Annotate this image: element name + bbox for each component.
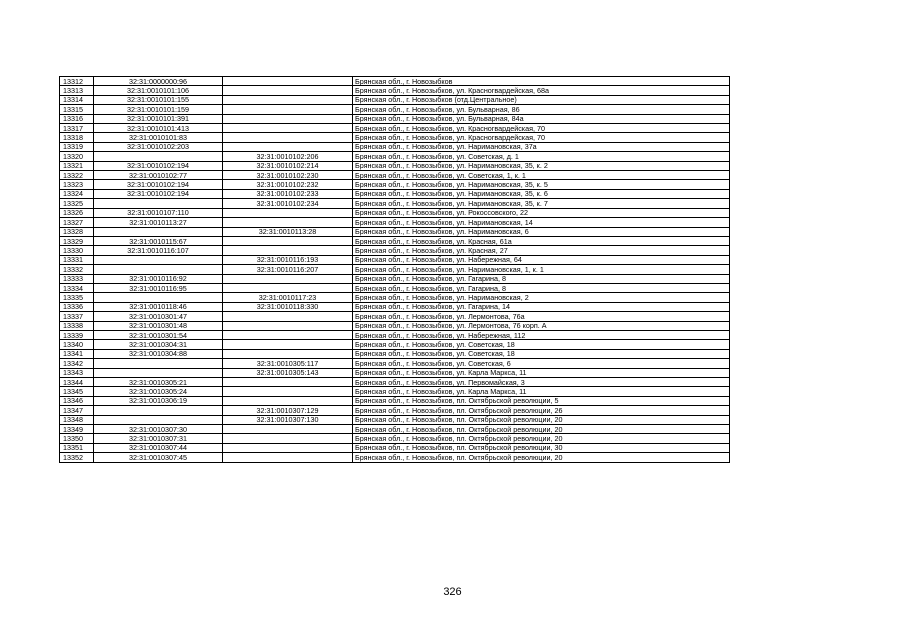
linked-cadastral-number-cell xyxy=(223,95,353,104)
table-row xyxy=(60,443,730,452)
table-row xyxy=(60,321,730,330)
row-number-cell: 13312 xyxy=(60,77,94,86)
address-cell: Брянская обл., г. Новозыбков, ул. Гагарина, 8 xyxy=(353,283,730,292)
row-number-cell: 13341 xyxy=(60,349,94,358)
table-row xyxy=(60,77,730,86)
table-row xyxy=(60,255,730,264)
row-number-cell: 13331 xyxy=(60,255,94,264)
address-cell: Брянская обл., г. Новозыбков, пл. Октябрьской революции, 20 xyxy=(353,434,730,443)
linked-cadastral-number-cell: 32:31:0010102:206 xyxy=(223,152,353,161)
table-row xyxy=(60,425,730,434)
cadastral-number-cell: 32:31:0010306:19 xyxy=(94,396,223,405)
table-row xyxy=(60,387,730,396)
linked-cadastral-number-cell: 32:31:0010116:193 xyxy=(223,255,353,264)
address-cell: Брянская обл., г. Новозыбков, ул. Бульварная, 84а xyxy=(353,114,730,123)
row-number-cell: 13328 xyxy=(60,227,94,236)
address-cell: Брянская обл., г. Новозыбков, ул. Советская, 6 xyxy=(353,359,730,368)
cadastral-number-cell: 32:31:0010304:31 xyxy=(94,340,223,349)
table-row xyxy=(60,330,730,339)
cadastral-number-cell: 32:31:0010101:413 xyxy=(94,124,223,133)
table-row xyxy=(60,359,730,368)
row-number-cell: 13315 xyxy=(60,105,94,114)
table-row xyxy=(60,236,730,245)
linked-cadastral-number-cell xyxy=(223,378,353,387)
address-cell: Брянская обл., г. Новозыбков xyxy=(353,77,730,86)
address-cell: Брянская обл., г. Новозыбков, ул. Красногвардейская, 68а xyxy=(353,86,730,95)
cadastral-number-cell xyxy=(94,265,223,274)
table-row xyxy=(60,378,730,387)
table-row xyxy=(60,208,730,217)
cadastral-number-cell xyxy=(94,406,223,415)
table-row xyxy=(60,189,730,198)
address-cell: Брянская обл., г. Новозыбков, ул. Лермонтова, 76 корп. А xyxy=(353,321,730,330)
linked-cadastral-number-cell xyxy=(223,349,353,358)
row-number-cell: 13338 xyxy=(60,321,94,330)
row-number-cell: 13323 xyxy=(60,180,94,189)
linked-cadastral-number-cell xyxy=(223,387,353,396)
address-cell: Брянская обл., г. Новозыбков, пл. Октябрьской революции, 5 xyxy=(353,396,730,405)
address-cell: Брянская обл., г. Новозыбков, пл. Октябрьской революции, 20 xyxy=(353,453,730,462)
table-row xyxy=(60,453,730,462)
row-number-cell: 13337 xyxy=(60,312,94,321)
address-cell: Брянская обл., г. Новозыбков, ул. Набережная, 112 xyxy=(353,330,730,339)
cadastral-number-cell: 32:31:0010102:77 xyxy=(94,171,223,180)
row-number-cell: 13345 xyxy=(60,387,94,396)
cadastral-number-cell: 32:31:0010304:88 xyxy=(94,349,223,358)
address-cell: Брянская обл., г. Новозыбков, ул. Советская, д. 1 xyxy=(353,152,730,161)
address-cell: Брянская обл., г. Новозыбков, пл. Октябрьской революции, 26 xyxy=(353,406,730,415)
address-cell: Брянская обл., г. Новозыбков, ул. Карла Маркса, 11 xyxy=(353,368,730,377)
cadastral-number-cell: 32:31:0010115:67 xyxy=(94,236,223,245)
page-number: 326 xyxy=(443,586,462,598)
row-number-cell: 13350 xyxy=(60,434,94,443)
address-cell: Брянская обл., г. Новозыбков, ул. Наримановская, 35, к. 7 xyxy=(353,199,730,208)
cadastral-number-cell: 32:31:0010118:46 xyxy=(94,302,223,311)
row-number-cell: 13327 xyxy=(60,218,94,227)
table-row xyxy=(60,199,730,208)
linked-cadastral-number-cell xyxy=(223,443,353,452)
cadastral-number-cell: 32:31:0010301:47 xyxy=(94,312,223,321)
table-row xyxy=(60,349,730,358)
linked-cadastral-number-cell: 32:31:0010113:28 xyxy=(223,227,353,236)
table-row xyxy=(60,283,730,292)
linked-cadastral-number-cell xyxy=(223,246,353,255)
table-row xyxy=(60,142,730,151)
linked-cadastral-number-cell xyxy=(223,330,353,339)
row-number-cell: 13322 xyxy=(60,171,94,180)
table-row xyxy=(60,293,730,302)
table-row xyxy=(60,133,730,142)
cadastral-number-cell: 32:31:0010116:95 xyxy=(94,283,223,292)
address-cell: Брянская обл., г. Новозыбков, ул. Наримановская, 35, к. 6 xyxy=(353,189,730,198)
cadastral-number-cell xyxy=(94,255,223,264)
linked-cadastral-number-cell: 32:31:0010307:129 xyxy=(223,406,353,415)
address-cell: Брянская обл., г. Новозыбков, ул. Наримановская, 6 xyxy=(353,227,730,236)
cadastral-number-cell: 32:31:0010307:45 xyxy=(94,453,223,462)
linked-cadastral-number-cell xyxy=(223,86,353,95)
cadastral-number-cell: 32:31:0010116:92 xyxy=(94,274,223,283)
table-row xyxy=(60,86,730,95)
cadastral-number-cell xyxy=(94,293,223,302)
linked-cadastral-number-cell: 32:31:0010102:232 xyxy=(223,180,353,189)
row-number-cell: 13339 xyxy=(60,330,94,339)
linked-cadastral-number-cell xyxy=(223,142,353,151)
address-cell: Брянская обл., г. Новозыбков, пл. Октябрьской революции, 30 xyxy=(353,443,730,452)
address-cell: Брянская обл., г. Новозыбков, ул. Советская, 18 xyxy=(353,349,730,358)
linked-cadastral-number-cell: 32:31:0010305:143 xyxy=(223,368,353,377)
row-number-cell: 13324 xyxy=(60,189,94,198)
table-row xyxy=(60,434,730,443)
row-number-cell: 13325 xyxy=(60,199,94,208)
row-number-cell: 13343 xyxy=(60,368,94,377)
table-row xyxy=(60,415,730,424)
linked-cadastral-number-cell xyxy=(223,114,353,123)
address-cell: Брянская обл., г. Новозыбков, ул. Наримановская, 1, к. 1 xyxy=(353,265,730,274)
linked-cadastral-number-cell: 32:31:0010116:207 xyxy=(223,265,353,274)
linked-cadastral-number-cell xyxy=(223,434,353,443)
table-row xyxy=(60,124,730,133)
table-row xyxy=(60,95,730,104)
address-cell: Брянская обл., г. Новозыбков, ул. Рокоссовского, 22 xyxy=(353,208,730,217)
records-table xyxy=(59,76,730,463)
table-row xyxy=(60,152,730,161)
table-row xyxy=(60,265,730,274)
cadastral-number-cell: 32:31:0010301:48 xyxy=(94,321,223,330)
address-cell: Брянская обл., г. Новозыбков (отд.Центральное) xyxy=(353,95,730,104)
address-cell: Брянская обл., г. Новозыбков, пл. Октябрьской революции, 20 xyxy=(353,425,730,434)
table-row xyxy=(60,171,730,180)
cadastral-number-cell: 32:31:0010305:24 xyxy=(94,387,223,396)
linked-cadastral-number-cell xyxy=(223,77,353,86)
row-number-cell: 13313 xyxy=(60,86,94,95)
linked-cadastral-number-cell xyxy=(223,453,353,462)
table-row xyxy=(60,114,730,123)
address-cell: Брянская обл., г. Новозыбков, ул. Набережная, 64 xyxy=(353,255,730,264)
address-cell: Брянская обл., г. Новозыбков, ул. Карла Маркса, 11 xyxy=(353,387,730,396)
address-cell: Брянская обл., г. Новозыбков, ул. Красногвардейская, 70 xyxy=(353,124,730,133)
table-row xyxy=(60,218,730,227)
row-number-cell: 13334 xyxy=(60,283,94,292)
cadastral-number-cell xyxy=(94,415,223,424)
table-row xyxy=(60,368,730,377)
cadastral-number-cell: 32:31:0010101:155 xyxy=(94,95,223,104)
linked-cadastral-number-cell: 32:31:0010305:117 xyxy=(223,359,353,368)
table-row xyxy=(60,312,730,321)
cadastral-number-cell: 32:31:0010307:30 xyxy=(94,425,223,434)
table-row xyxy=(60,274,730,283)
table-row xyxy=(60,161,730,170)
cadastral-number-cell: 32:31:0000000:96 xyxy=(94,77,223,86)
row-number-cell: 13351 xyxy=(60,443,94,452)
address-cell: Брянская обл., г. Новозыбков, ул. Советская, 1, к. 1 xyxy=(353,171,730,180)
row-number-cell: 13340 xyxy=(60,340,94,349)
linked-cadastral-number-cell: 32:31:0010307:130 xyxy=(223,415,353,424)
row-number-cell: 13335 xyxy=(60,293,94,302)
row-number-cell: 13326 xyxy=(60,208,94,217)
linked-cadastral-number-cell: 32:31:0010102:234 xyxy=(223,199,353,208)
address-cell: Брянская обл., г. Новозыбков, ул. Красная, 61а xyxy=(353,236,730,245)
row-number-cell: 13347 xyxy=(60,406,94,415)
linked-cadastral-number-cell xyxy=(223,321,353,330)
table-row xyxy=(60,227,730,236)
row-number-cell: 13320 xyxy=(60,152,94,161)
row-number-cell: 13316 xyxy=(60,114,94,123)
cadastral-number-cell: 32:31:0010102:194 xyxy=(94,161,223,170)
row-number-cell: 13330 xyxy=(60,246,94,255)
linked-cadastral-number-cell xyxy=(223,236,353,245)
table-row xyxy=(60,406,730,415)
linked-cadastral-number-cell: 32:31:0010102:233 xyxy=(223,189,353,198)
linked-cadastral-number-cell xyxy=(223,124,353,133)
address-cell: Брянская обл., г. Новозыбков, ул. Наримановская, 37а xyxy=(353,142,730,151)
address-cell: Брянская обл., г. Новозыбков, ул. Бульварная, 86 xyxy=(353,105,730,114)
row-number-cell: 13314 xyxy=(60,95,94,104)
cadastral-number-cell: 32:31:0010113:27 xyxy=(94,218,223,227)
address-cell: Брянская обл., г. Новозыбков, ул. Лермонтова, 76а xyxy=(353,312,730,321)
linked-cadastral-number-cell: 32:31:0010102:230 xyxy=(223,171,353,180)
cadastral-number-cell xyxy=(94,359,223,368)
linked-cadastral-number-cell: 32:31:0010102:214 xyxy=(223,161,353,170)
row-number-cell: 13348 xyxy=(60,415,94,424)
records-table-body xyxy=(60,77,730,463)
linked-cadastral-number-cell xyxy=(223,218,353,227)
table-row xyxy=(60,180,730,189)
table-row xyxy=(60,105,730,114)
cadastral-number-cell: 32:31:0010102:194 xyxy=(94,189,223,198)
cadastral-number-cell: 32:31:0010301:54 xyxy=(94,330,223,339)
linked-cadastral-number-cell xyxy=(223,425,353,434)
address-cell: Брянская обл., г. Новозыбков, ул. Советская, 18 xyxy=(353,340,730,349)
cadastral-number-cell: 32:31:0010101:106 xyxy=(94,86,223,95)
row-number-cell: 13317 xyxy=(60,124,94,133)
cadastral-number-cell: 32:31:0010307:31 xyxy=(94,434,223,443)
address-cell: Брянская обл., г. Новозыбков, ул. Гагарина, 8 xyxy=(353,274,730,283)
cadastral-number-cell xyxy=(94,152,223,161)
row-number-cell: 13344 xyxy=(60,378,94,387)
row-number-cell: 13332 xyxy=(60,265,94,274)
cadastral-number-cell: 32:31:0010102:203 xyxy=(94,142,223,151)
linked-cadastral-number-cell xyxy=(223,312,353,321)
address-cell: Брянская обл., г. Новозыбков, ул. Красная, 27 xyxy=(353,246,730,255)
address-cell: Брянская обл., г. Новозыбков, ул. Первомайская, 3 xyxy=(353,378,730,387)
linked-cadastral-number-cell xyxy=(223,396,353,405)
linked-cadastral-number-cell xyxy=(223,208,353,217)
table-row xyxy=(60,302,730,311)
row-number-cell: 13321 xyxy=(60,161,94,170)
cadastral-number-cell xyxy=(94,227,223,236)
address-cell: Брянская обл., г. Новозыбков, пл. Октябрьской революции, 20 xyxy=(353,415,730,424)
cadastral-number-cell xyxy=(94,368,223,377)
row-number-cell: 13346 xyxy=(60,396,94,405)
linked-cadastral-number-cell xyxy=(223,274,353,283)
table-row xyxy=(60,340,730,349)
address-cell: Брянская обл., г. Новозыбков, ул. Наримановская, 35, к. 5 xyxy=(353,180,730,189)
cadastral-number-cell: 32:31:0010107:110 xyxy=(94,208,223,217)
row-number-cell: 13333 xyxy=(60,274,94,283)
cadastral-number-cell: 32:31:0010116:107 xyxy=(94,246,223,255)
row-number-cell: 13342 xyxy=(60,359,94,368)
linked-cadastral-number-cell xyxy=(223,105,353,114)
cadastral-number-cell: 32:31:0010101:83 xyxy=(94,133,223,142)
cadastral-number-cell: 32:31:0010307:44 xyxy=(94,443,223,452)
table-row xyxy=(60,246,730,255)
row-number-cell: 13318 xyxy=(60,133,94,142)
linked-cadastral-number-cell xyxy=(223,340,353,349)
address-cell: Брянская обл., г. Новозыбков, ул. Наримановская, 14 xyxy=(353,218,730,227)
address-cell: Брянская обл., г. Новозыбков, ул. Гагарина, 14 xyxy=(353,302,730,311)
address-cell: Брянская обл., г. Новозыбков, ул. Наримановская, 2 xyxy=(353,293,730,302)
cadastral-number-cell: 32:31:0010101:391 xyxy=(94,114,223,123)
cadastral-number-cell: 32:31:0010305:21 xyxy=(94,378,223,387)
cadastral-number-cell: 32:31:0010102:194 xyxy=(94,180,223,189)
linked-cadastral-number-cell xyxy=(223,133,353,142)
address-cell: Брянская обл., г. Новозыбков, ул. Красногвардейская, 70 xyxy=(353,133,730,142)
table-row xyxy=(60,396,730,405)
row-number-cell: 13319 xyxy=(60,142,94,151)
linked-cadastral-number-cell xyxy=(223,283,353,292)
row-number-cell: 13336 xyxy=(60,302,94,311)
row-number-cell: 13329 xyxy=(60,236,94,245)
cadastral-number-cell: 32:31:0010101:159 xyxy=(94,105,223,114)
linked-cadastral-number-cell: 32:31:0010118:330 xyxy=(223,302,353,311)
row-number-cell: 13352 xyxy=(60,453,94,462)
cadastral-number-cell xyxy=(94,199,223,208)
address-cell: Брянская обл., г. Новозыбков, ул. Наримановская, 35, к. 2 xyxy=(353,161,730,170)
row-number-cell: 13349 xyxy=(60,425,94,434)
linked-cadastral-number-cell: 32:31:0010117:23 xyxy=(223,293,353,302)
